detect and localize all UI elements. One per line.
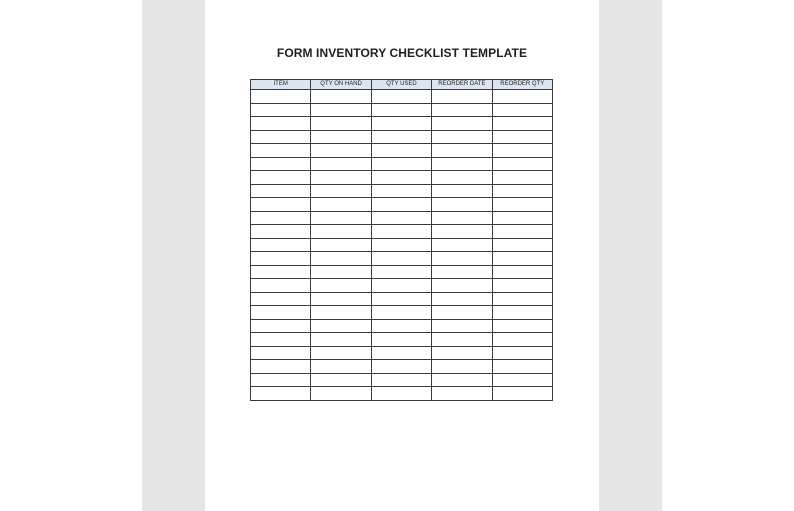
- table-cell[interactable]: [432, 103, 492, 117]
- table-cell[interactable]: [311, 103, 371, 117]
- table-cell[interactable]: [432, 225, 492, 239]
- inventory-checklist-table: [250, 79, 553, 401]
- column-header-qty-on-hand: QTY ON HAND: [311, 80, 371, 90]
- right-margin-gutter: [599, 0, 662, 511]
- table-cell[interactable]: [371, 333, 431, 347]
- table-row: [251, 225, 553, 239]
- table-cell[interactable]: [432, 117, 492, 131]
- table-cell[interactable]: [311, 90, 371, 104]
- table-row: [251, 117, 553, 131]
- table-cell[interactable]: [311, 346, 371, 360]
- table-row: [251, 306, 553, 320]
- table-row: [251, 198, 553, 212]
- table-cell[interactable]: [311, 252, 371, 266]
- column-header-qty-used: QTY USED: [371, 80, 431, 90]
- table-cell[interactable]: [371, 319, 431, 333]
- table-cell[interactable]: [492, 292, 552, 306]
- table-cell[interactable]: [492, 130, 552, 144]
- table-cell[interactable]: [492, 225, 552, 239]
- table-cell[interactable]: [371, 306, 431, 320]
- column-header-reorder-qty: REORDER QTY: [492, 80, 552, 90]
- table-cell[interactable]: [311, 292, 371, 306]
- table-cell[interactable]: [371, 373, 431, 387]
- table-cell[interactable]: [371, 144, 431, 158]
- table-cell[interactable]: [492, 346, 552, 360]
- column-header-item: ITEM: [251, 80, 311, 90]
- table-row: [251, 171, 553, 185]
- table-cell[interactable]: [311, 319, 371, 333]
- table-cell[interactable]: [432, 292, 492, 306]
- table-cell[interactable]: [432, 265, 492, 279]
- table-cell[interactable]: [251, 319, 311, 333]
- table-cell[interactable]: [371, 346, 431, 360]
- table-cell[interactable]: [492, 333, 552, 347]
- table-body: [251, 90, 553, 401]
- column-header-reorder-date: REORDER DATE: [432, 80, 492, 90]
- table-cell[interactable]: [251, 346, 311, 360]
- table-cell[interactable]: [251, 144, 311, 158]
- table-cell[interactable]: [492, 117, 552, 131]
- document-title: FORM INVENTORY CHECKLIST TEMPLATE: [276, 46, 528, 60]
- table-cell[interactable]: [311, 157, 371, 171]
- table-row: [251, 90, 553, 104]
- table-cell[interactable]: [251, 198, 311, 212]
- table-cell[interactable]: [432, 130, 492, 144]
- table-cell[interactable]: [432, 346, 492, 360]
- table-cell[interactable]: [251, 184, 311, 198]
- table-cell[interactable]: [492, 103, 552, 117]
- table-cell[interactable]: [311, 117, 371, 131]
- table-cell[interactable]: [492, 319, 552, 333]
- table-cell[interactable]: [251, 117, 311, 131]
- table-row: [251, 265, 553, 279]
- table-cell[interactable]: [311, 238, 371, 252]
- table-cell[interactable]: [311, 198, 371, 212]
- table-cell[interactable]: [371, 198, 431, 212]
- table-cell[interactable]: [311, 225, 371, 239]
- table-row: [251, 387, 553, 401]
- table-cell[interactable]: [371, 279, 431, 293]
- table-cell[interactable]: [311, 279, 371, 293]
- table-cell[interactable]: [371, 387, 431, 401]
- table-cell[interactable]: [251, 252, 311, 266]
- table-cell[interactable]: [432, 319, 492, 333]
- table-cell[interactable]: [251, 157, 311, 171]
- table-cell[interactable]: [492, 360, 552, 374]
- document-page: [205, 0, 599, 511]
- table-cell[interactable]: [432, 157, 492, 171]
- table-cell[interactable]: [492, 144, 552, 158]
- table-row: [251, 360, 553, 374]
- table-cell[interactable]: [371, 238, 431, 252]
- table-cell[interactable]: [311, 373, 371, 387]
- table-row: [251, 346, 553, 360]
- table-header-row: [251, 80, 553, 90]
- table-cell[interactable]: [432, 171, 492, 185]
- table-cell[interactable]: [371, 211, 431, 225]
- table-cell[interactable]: [432, 306, 492, 320]
- table-cell[interactable]: [371, 252, 431, 266]
- table-cell[interactable]: [492, 373, 552, 387]
- table-cell[interactable]: [492, 265, 552, 279]
- table-cell[interactable]: [432, 144, 492, 158]
- table-cell[interactable]: [371, 265, 431, 279]
- table-cell[interactable]: [251, 225, 311, 239]
- table-row: [251, 184, 553, 198]
- table-cell[interactable]: [492, 387, 552, 401]
- table-cell[interactable]: [371, 117, 431, 131]
- table-cell[interactable]: [311, 130, 371, 144]
- table-row: [251, 252, 553, 266]
- table-cell[interactable]: [492, 252, 552, 266]
- table-cell[interactable]: [432, 184, 492, 198]
- table-cell[interactable]: [492, 279, 552, 293]
- table-cell[interactable]: [432, 211, 492, 225]
- table-cell[interactable]: [251, 130, 311, 144]
- table-cell[interactable]: [371, 157, 431, 171]
- table-row: [251, 211, 553, 225]
- table-cell[interactable]: [492, 306, 552, 320]
- table-cell[interactable]: [311, 211, 371, 225]
- table-row: [251, 157, 553, 171]
- table-cell[interactable]: [311, 144, 371, 158]
- table-cell[interactable]: [251, 360, 311, 374]
- table-cell[interactable]: [251, 171, 311, 185]
- table-cell[interactable]: [432, 387, 492, 401]
- table-cell[interactable]: [371, 90, 431, 104]
- table-cell[interactable]: [492, 198, 552, 212]
- table-cell[interactable]: [311, 265, 371, 279]
- table-cell[interactable]: [371, 103, 431, 117]
- table-cell[interactable]: [432, 238, 492, 252]
- table-cell[interactable]: [432, 373, 492, 387]
- table-cell[interactable]: [251, 373, 311, 387]
- table-cell[interactable]: [251, 292, 311, 306]
- table-cell[interactable]: [251, 238, 311, 252]
- table-cell[interactable]: [371, 130, 431, 144]
- table-cell[interactable]: [432, 279, 492, 293]
- table-row: [251, 103, 553, 117]
- table-cell[interactable]: [251, 211, 311, 225]
- table-row: [251, 373, 553, 387]
- left-margin-gutter: [142, 0, 205, 511]
- table-cell[interactable]: [311, 184, 371, 198]
- table-cell[interactable]: [311, 171, 371, 185]
- table-row: [251, 130, 553, 144]
- table-cell[interactable]: [432, 90, 492, 104]
- table-cell[interactable]: [251, 103, 311, 117]
- table-cell[interactable]: [251, 333, 311, 347]
- table-cell[interactable]: [311, 387, 371, 401]
- table-cell[interactable]: [371, 360, 431, 374]
- table-cell[interactable]: [492, 157, 552, 171]
- table-cell[interactable]: [311, 360, 371, 374]
- table-cell[interactable]: [311, 306, 371, 320]
- table-cell[interactable]: [492, 238, 552, 252]
- table-cell[interactable]: [251, 265, 311, 279]
- table-row: [251, 238, 553, 252]
- table-cell[interactable]: [251, 306, 311, 320]
- table-cell[interactable]: [371, 184, 431, 198]
- table-cell[interactable]: [251, 387, 311, 401]
- table-cell[interactable]: [492, 211, 552, 225]
- table-cell[interactable]: [492, 90, 552, 104]
- table-cell[interactable]: [251, 90, 311, 104]
- table-cell[interactable]: [492, 184, 552, 198]
- table-cell[interactable]: [432, 360, 492, 374]
- table-cell[interactable]: [311, 333, 371, 347]
- table-row: [251, 144, 553, 158]
- table-row: [251, 319, 553, 333]
- table-cell[interactable]: [492, 171, 552, 185]
- table-cell[interactable]: [371, 225, 431, 239]
- table-cell[interactable]: [371, 171, 431, 185]
- table-cell[interactable]: [251, 279, 311, 293]
- table-cell[interactable]: [432, 252, 492, 266]
- table-cell[interactable]: [432, 333, 492, 347]
- table-row: [251, 292, 553, 306]
- table-cell[interactable]: [432, 198, 492, 212]
- table-cell[interactable]: [371, 292, 431, 306]
- table-row: [251, 279, 553, 293]
- table-row: [251, 333, 553, 347]
